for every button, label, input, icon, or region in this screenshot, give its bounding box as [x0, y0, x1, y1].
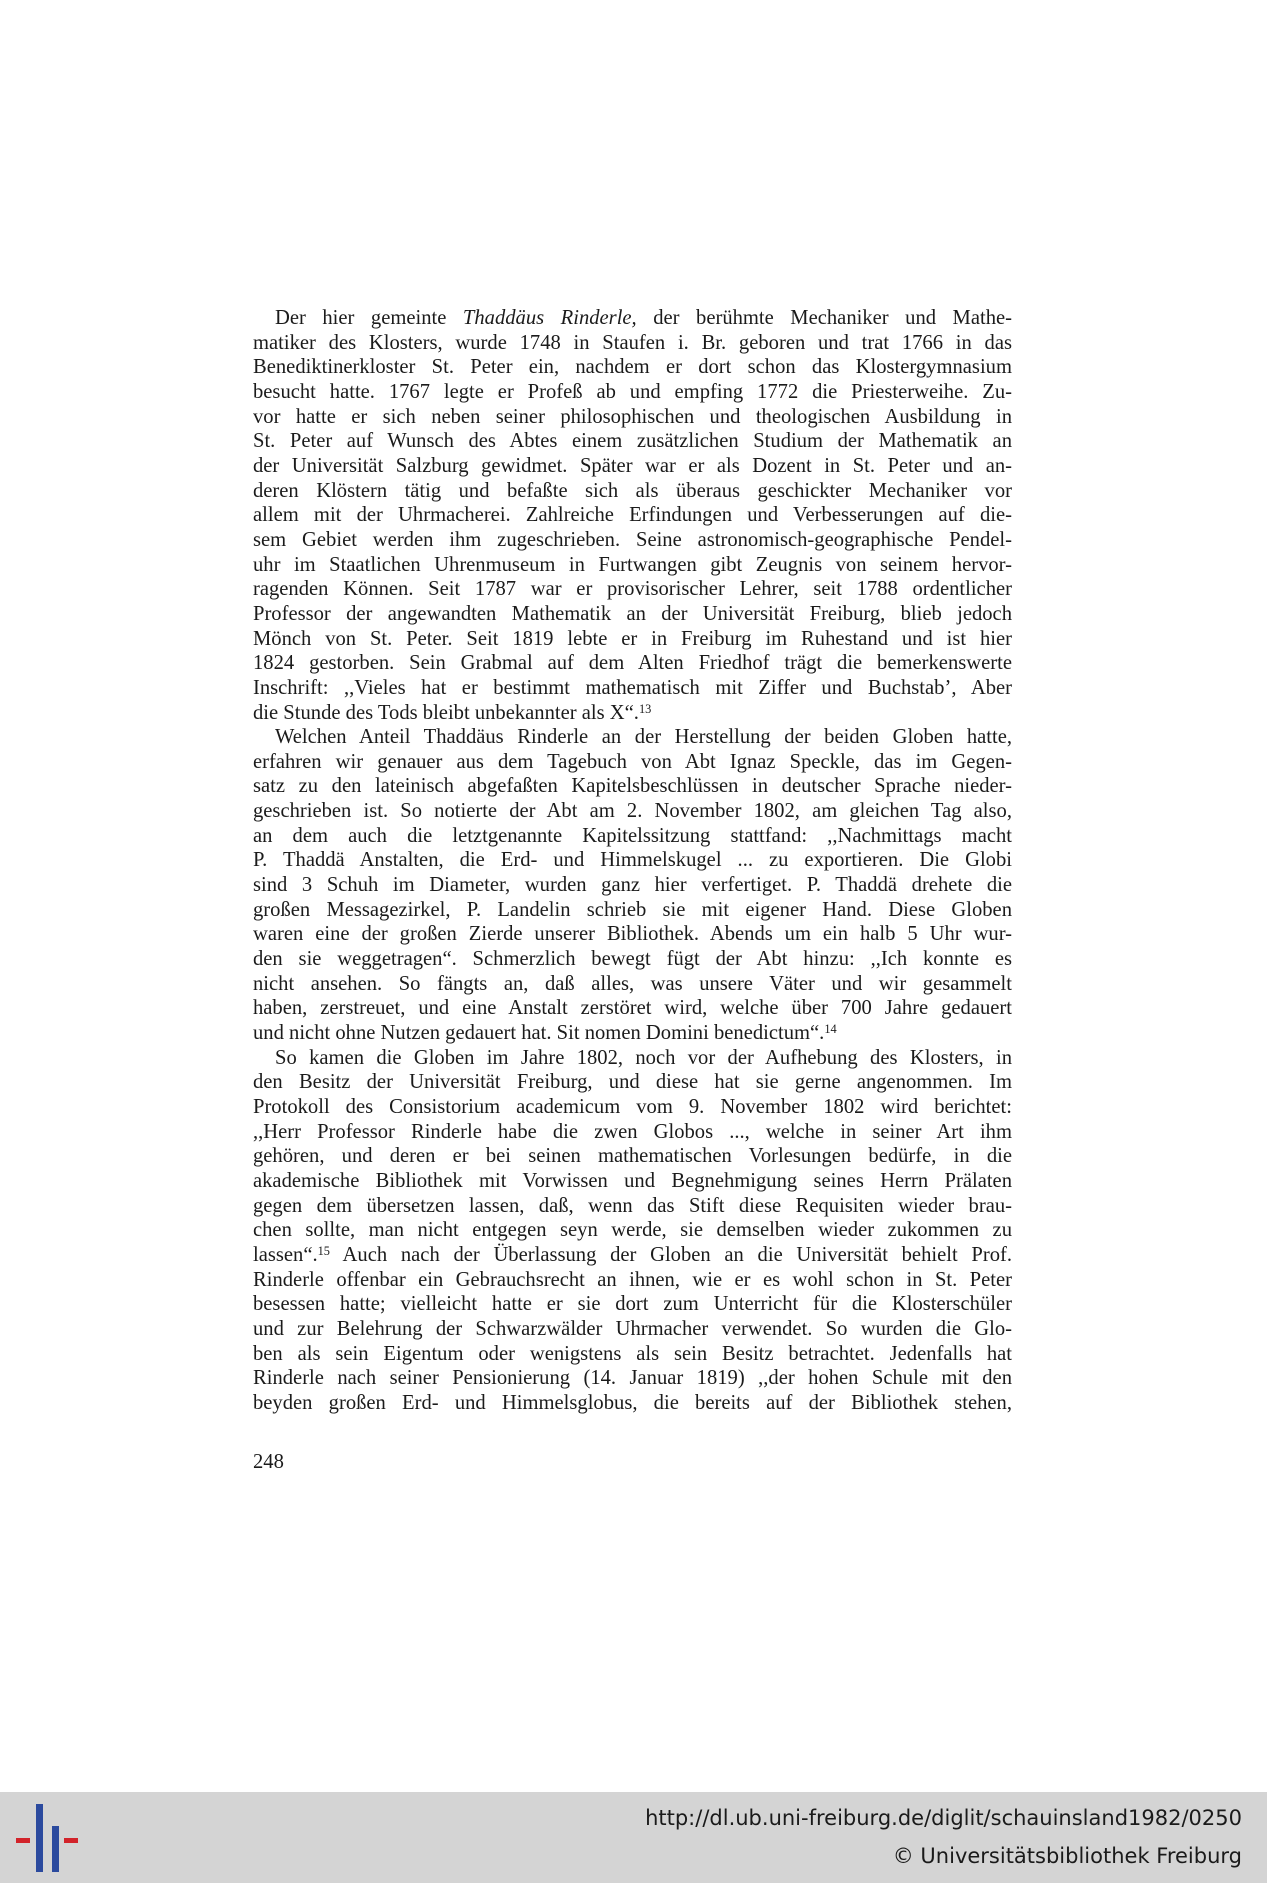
text-run: an dem auch die letztgenannte Kapitelssitzung stattfand: ,,Nachmittags macht: [253, 824, 1012, 847]
text-run: ben als sein Eigentum oder wenigstens als sein Besitz betrachtet. Jedenfalls hat: [253, 1342, 1012, 1365]
text-line: [253, 528, 1012, 553]
text-run: den Besitz der Universität Freiburg, und diese hat sie gerne angenommen. Im: [253, 1071, 1012, 1094]
text-line: [253, 380, 1012, 405]
text-run: vor hatte er sich neben seiner philosophischen und theologischen Ausbildung in: [253, 405, 1012, 428]
text-line: [253, 627, 1012, 652]
text-line: [253, 405, 1012, 430]
text-run: waren eine der großen Zierde unserer Bibliothek. Abends um ein halb 5 Uhr wur-: [253, 923, 1012, 946]
text-run: besessen hatte; vielleicht hatte er sie dort zum Unterricht für die Klosterschüler: [253, 1293, 1012, 1316]
text-line: [253, 331, 1012, 356]
text-run: und zur Belehrung der Schwarzwälder Uhrmacher verwendet. So wurden die Glo-: [253, 1317, 1012, 1340]
text-line: [253, 1095, 1012, 1120]
text-line: [253, 1317, 1012, 1342]
text-run: lassen“.: [253, 1243, 318, 1266]
text-line: [253, 1144, 1012, 1169]
text-run: geschrieben ist. So notierte der Abt am 2. November 1802, am gleichen Tag also,: [253, 800, 1012, 823]
text-run: gehören, und deren er bei seinen mathematischen Vorlesungen bedürfe, in die: [253, 1145, 1012, 1168]
text-line: [253, 651, 1012, 676]
text-line: [253, 676, 1012, 701]
text-run: satz zu den lateinisch abgefaßten Kapitelsbeschlüssen in deutscher Sprache nieder-: [253, 775, 1012, 798]
text-run: P. Thaddä Anstalten, die Erd- und Himmelskugel ... zu exportieren. Die Globi: [253, 849, 1012, 872]
text-run: Auch nach der Überlassung der Globen an die Universität behielt Prof.: [329, 1243, 1012, 1266]
text-line: [253, 577, 1012, 602]
emphasis-text: Thaddäus Rinderle,: [462, 307, 637, 329]
text-line: [253, 996, 1012, 1021]
text-run: Rinderle nach seiner Pensionierung (14. Januar 1819) ,,der hohen Schule mit den: [253, 1367, 1012, 1390]
text-run: Mönch von St. Peter. Seit 1819 lebte er in Freiburg im Ruhestand und ist hier: [253, 627, 1012, 650]
text-line: [253, 355, 1012, 380]
text-run: der berühmte Mechaniker und Mathe-: [636, 307, 1013, 329]
text-line: [253, 898, 1012, 923]
text-line: [253, 824, 1012, 849]
text-run: Protokoll des Consistorium academicum vom 9. November 1802 wird berichtet:: [253, 1096, 1012, 1118]
text-run: akademische Bibliothek mit Vorwissen und Begnehmigung seines Herrn Prälaten: [253, 1169, 1012, 1192]
text-line: [253, 454, 1012, 479]
text-line: [253, 922, 1012, 947]
text-line: [253, 503, 1012, 528]
text-line: [253, 1292, 1012, 1317]
text-line: [253, 479, 1012, 504]
text-line: [253, 1120, 1012, 1145]
text-line: [253, 1169, 1012, 1194]
text-run: allem mit der Uhrmacherei. Zahlreiche Erfindungen und Verbesserungen auf die-: [253, 504, 1012, 527]
text-line: [253, 1070, 1012, 1095]
text-run: ,,Herr Professor Rinderle habe die zwen Globos ..., welche in seiner Art ihm: [253, 1120, 1012, 1143]
text-run: den sie weggetragen“. Schmerzlich bewegt fügt der Abt hinzu: ,,Ich konnte es: [253, 948, 1012, 971]
text-line: [253, 1243, 1012, 1268]
body-text: [253, 306, 1012, 1416]
page-number: 248: [253, 1451, 284, 1473]
text-line: [253, 553, 1012, 578]
text-run: uhr im Staatlichen Uhrenmuseum in Furtwangen gibt Zeugnis von seinem hervor-: [253, 553, 1012, 576]
text-run: Welchen Anteil Thaddäus Rinderle an der Herstellung der beiden Globen hatte,: [275, 726, 1012, 749]
text-run: beyden großen Erd- und Himmelsglobus, die bereits auf der Bibliothek stehen,: [253, 1391, 1012, 1414]
text-run: ragenden Können. Seit 1787 war er provisorischer Lehrer, seit 1788 ordentlicher: [253, 578, 1012, 601]
text-run: und nicht ohne Nutzen gedauert hat. Sit nomen Domini benedictum“.: [253, 1022, 825, 1045]
copyright-notice: © Universitätsbibliothek Freiburg: [892, 1844, 1242, 1868]
text-run: haben, zerstreuet, und eine Anstalt zerstöret wird, welche über 700 Jahre gedauert: [253, 997, 1012, 1020]
text-line: [253, 429, 1012, 454]
source-url-link[interactable]: http://dl.ub.uni-freiburg.de/diglit/schauinsland1982/0250: [645, 1806, 1242, 1830]
text-line: [253, 1046, 1012, 1071]
text-run: besucht hatte. 1767 legte er Profeß ab und empfing 1772 die Priesterweihe. Zu-: [253, 380, 1012, 403]
text-run: Rinderle offenbar ein Gebrauchsrecht an ihnen, wie er es wohl schon in St. Peter: [253, 1268, 1012, 1291]
text-run: sind 3 Schuh im Diameter, wurden ganz hier verfertiget. P. Thaddä drehete die: [253, 874, 1012, 897]
text-run: Professor der angewandten Mathematik an der Universität Freiburg, blieb jedoch: [253, 602, 1012, 625]
text-run: gegen dem übersetzen lassen, daß, wenn das Stift diese Requisiten wieder brau-: [253, 1194, 1012, 1217]
text-line: [253, 1366, 1012, 1391]
text-line: [253, 972, 1012, 997]
text-run: matiker des Klosters, wurde 1748 in Staufen i. Br. geboren und trat 1766 in das: [253, 331, 1012, 354]
text-run: nicht ansehen. So fängts an, daß alles, was unsere Väter und wir gesammelt: [253, 972, 1012, 995]
text-line: [253, 750, 1012, 775]
text-line: [253, 947, 1012, 972]
text-run: Benediktinerkloster St. Peter ein, nachdem er dort schon das Klostergymnasium: [253, 356, 1012, 379]
footnote-ref: 14: [824, 1021, 837, 1036]
ub-freiburg-logo-icon: [16, 1804, 80, 1872]
text-line: [253, 873, 1012, 898]
text-run: St. Peter auf Wunsch des Abtes einem zusätzlichen Studium der Mathematik an: [253, 430, 1012, 453]
text-run: der Universität Salzburg gewidmet. Später war er als Dozent in St. Peter und an-: [253, 454, 1012, 477]
text-line: [253, 799, 1012, 824]
text-line: [253, 1268, 1012, 1293]
text-run: Inschrift: ,,Vieles hat er bestimmt mathematisch mit Ziffer und Buchstab’, Aber: [253, 676, 1012, 699]
text-run: deren Klöstern tätig und befaßte sich als überaus geschickter Mechaniker vor: [253, 479, 1012, 502]
text-line: [253, 306, 1012, 331]
text-run: sem Gebiet werden ihm zugeschrieben. Seine astronomisch-geographische Pendel-: [253, 528, 1012, 551]
text-line: [253, 848, 1012, 873]
text-run: chen sollte, man nicht entgegen seyn werde, sie demselben wieder zukommen zu: [253, 1219, 1012, 1242]
text-line: [253, 602, 1012, 627]
footnote-ref: 15: [317, 1243, 330, 1258]
text-run: 1824 gestorben. Sein Grabmal auf dem Alten Friedhof trägt die bemerkenswerte: [253, 652, 1012, 675]
text-run: Der hier gemeinte: [275, 307, 463, 329]
text-line: [253, 1391, 1012, 1416]
footnote-ref: 13: [638, 701, 652, 716]
text-run: erfahren wir genauer aus dem Tagebuch von Abt Ignaz Speckle, das im Gegen-: [253, 750, 1012, 773]
text-line: [253, 1021, 1012, 1046]
text-line: [253, 1218, 1012, 1243]
footer-bar: [0, 1792, 1267, 1883]
text-run: die Stunde des Tods bleibt unbekannter als X“.: [253, 701, 639, 724]
text-run: großen Messagezirkel, P. Landelin schrieb sie mit eigener Hand. Diese Globen: [253, 898, 1012, 921]
text-run: So kamen die Globen im Jahre 1802, noch vor der Aufhebung des Klosters, in: [275, 1046, 1012, 1069]
text-line: [253, 774, 1012, 799]
text-line: [253, 1342, 1012, 1367]
text-line: [253, 1194, 1012, 1219]
text-line: [253, 701, 1012, 726]
text-line: [253, 725, 1012, 750]
